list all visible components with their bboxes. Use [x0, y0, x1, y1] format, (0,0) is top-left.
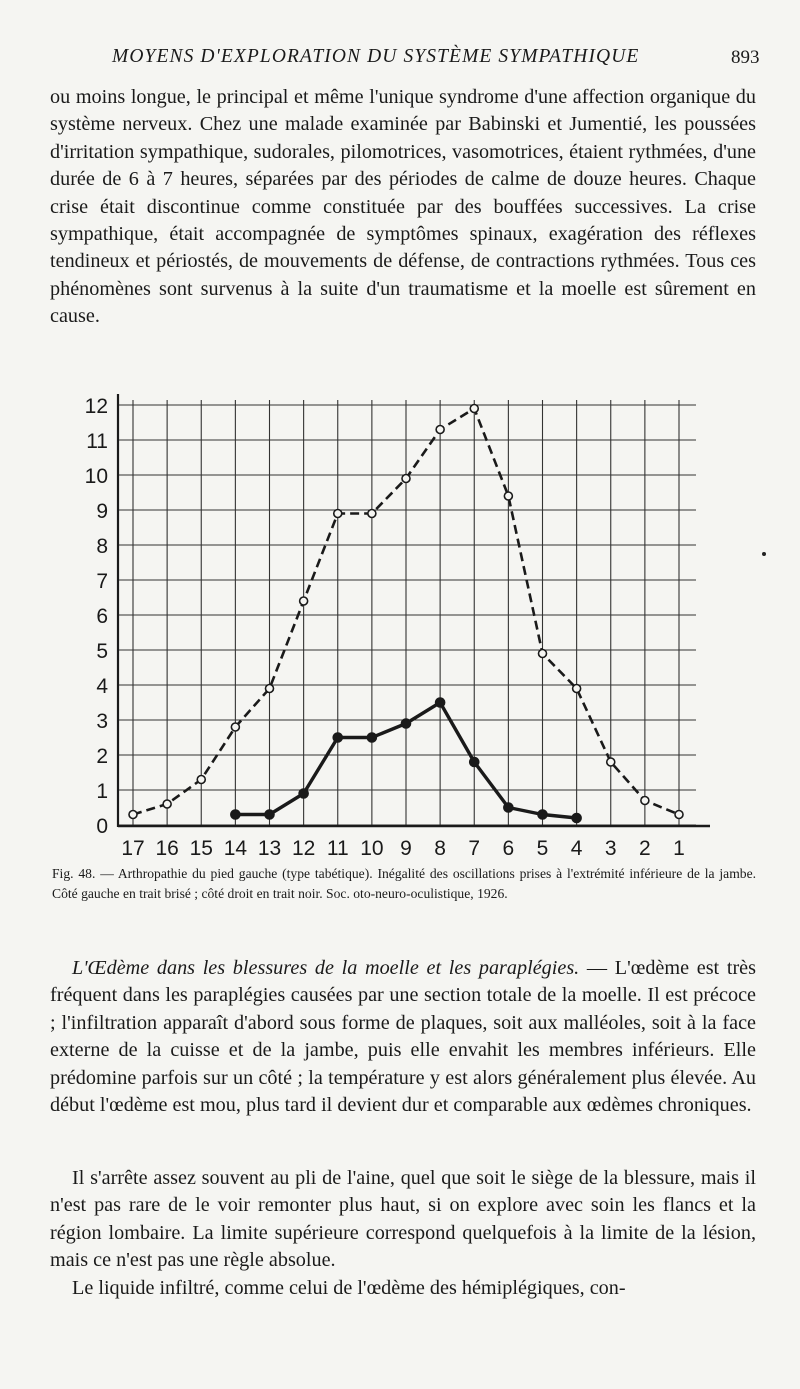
data-point-filled	[572, 814, 581, 823]
page-number: 893	[731, 47, 760, 68]
data-point-open	[266, 685, 274, 693]
x-tick-label: 2	[639, 837, 651, 860]
data-point-filled	[367, 733, 376, 742]
x-tick-label: 5	[536, 837, 549, 860]
ink-speck	[762, 552, 766, 556]
x-tick-label: 14	[223, 837, 248, 860]
x-tick-label: 1	[673, 837, 685, 860]
oscillation-chart	[0, 380, 800, 860]
x-tick-label: 11	[326, 837, 349, 860]
y-tick-label: 11	[86, 430, 108, 453]
data-point-open	[607, 758, 615, 766]
data-point-open	[231, 723, 239, 731]
x-tick-label: 10	[360, 837, 384, 860]
data-point-open	[539, 650, 547, 658]
data-point-open	[436, 426, 444, 434]
data-point-open	[504, 492, 512, 500]
data-point-open	[334, 510, 342, 518]
data-point-filled	[333, 733, 342, 742]
data-point-open	[197, 776, 205, 784]
y-tick-label: 10	[84, 465, 108, 488]
figure-label: Fig. 48. —	[52, 866, 114, 881]
figure-caption	[52, 864, 756, 904]
paragraph-1: ou moins longue, le principal et même l'unique syndrome d'une affection organique du système nerveux. Chez une malade examinée par Babinski et Jumentié, les poussées d'irritation sympathique, sudorales, pilomotrices, vasomotrices, étaient rythmées, d'une durée de 6 à 7 heures, séparées par des périodes de calme de douze heures. Chaque crise était discontinue comme constituée par des bouffées successives. La crise sympathique, était accompagnée de symptômes spinaux, exagération des réflexes tendineux et périostés, de mouvements de défense, de contractions rythmées. Tous ces phénomènes sont survenus à la suite d'un traumatisme et la moelle est sûrement en cause.	[50, 86, 756, 328]
data-point-filled	[231, 810, 240, 819]
x-tick-label: 8	[434, 837, 446, 860]
x-tick-label: 9	[400, 837, 412, 860]
data-point-open	[402, 475, 410, 483]
x-tick-label: 15	[189, 837, 213, 860]
data-point-filled	[265, 810, 274, 819]
running-header	[0, 44, 800, 74]
figure-caption-text: Arthropathie du pied gauche (type tabétique). Inégalité des oscillations prises à l'extrémité inférieure de la jambe. Côté gauche en trait brisé ; côté droit en trait noir. Soc. oto-neuro-oculistique, 1926.	[52, 866, 757, 901]
data-point-open	[163, 800, 171, 808]
y-tick-label: 7	[96, 570, 108, 593]
x-tick-label: 17	[121, 837, 145, 860]
paragraph-4: Le liquide infiltré, comme celui de l'œdème des hémiplégiques, con-	[72, 1277, 626, 1299]
y-tick-label: 4	[96, 675, 108, 698]
x-tick-label: 16	[155, 837, 179, 860]
x-tick-label: 7	[468, 837, 481, 860]
data-point-filled	[470, 758, 479, 767]
data-point-open	[641, 797, 649, 805]
paragraph-2	[50, 955, 756, 1119]
data-point-open	[470, 405, 478, 413]
figure-48-chart	[0, 380, 800, 860]
data-point-filled	[538, 810, 547, 819]
data-point-filled	[436, 698, 445, 707]
data-point-open	[573, 685, 581, 693]
running-title: MOYENS D'EXPLORATION DU SYSTÈME SYMPATHIQUE	[112, 46, 640, 67]
data-point-open	[300, 597, 308, 605]
y-tick-label: 6	[96, 605, 108, 628]
x-tick-label: 4	[570, 837, 583, 860]
y-tick-label: 5	[96, 640, 108, 663]
y-tick-label: 2	[96, 745, 108, 768]
paragraph-2-body: — L'œdème est très fréquent dans les paraplégies causées par une section totale de la moelle. Il est précoce ; l'infiltration apparaît d'abord sous forme de plaques, soit aux malléoles, soit à la face externe de la cuisse et de la jambe, puis elle envahit les membres inférieurs. Elle prédomine parfois sur un côté ; la température y est alors généralement plus élevée. Au début l'œdème est mou, plus tard il devient dur et comparable aux œdèmes chroniques.	[50, 957, 756, 1117]
data-point-open	[129, 811, 137, 819]
section-heading: L'Œdème dans les blessures de la moelle et les paraplégies.	[72, 957, 580, 979]
data-point-filled	[299, 789, 308, 798]
y-tick-label: 9	[96, 500, 108, 523]
x-tick-label: 3	[604, 837, 617, 860]
data-point-filled	[504, 803, 513, 812]
x-tick-label: 6	[502, 837, 515, 860]
y-tick-label: 8	[96, 535, 108, 558]
data-point-open	[368, 510, 376, 518]
y-tick-label: 12	[84, 395, 108, 418]
y-tick-label: 1	[96, 780, 108, 803]
y-tick-label: 3	[96, 710, 108, 733]
paragraph-3: Il s'arrête assez souvent au pli de l'aine, quel que soit le siège de la blessure, mais il n'est pas rare de le voir remonter plus haut, si on explore avec soin les flancs et la région lombaire. La limite supérieure correspond quelquefois à la limite de la lésion, mais ce n'est pas une règle absolue.	[50, 1167, 756, 1272]
y-tick-label: 0	[96, 815, 108, 838]
x-tick-label: 12	[291, 837, 316, 860]
data-point-filled	[402, 719, 411, 728]
data-point-open	[675, 811, 683, 819]
x-tick-label: 13	[257, 837, 282, 860]
